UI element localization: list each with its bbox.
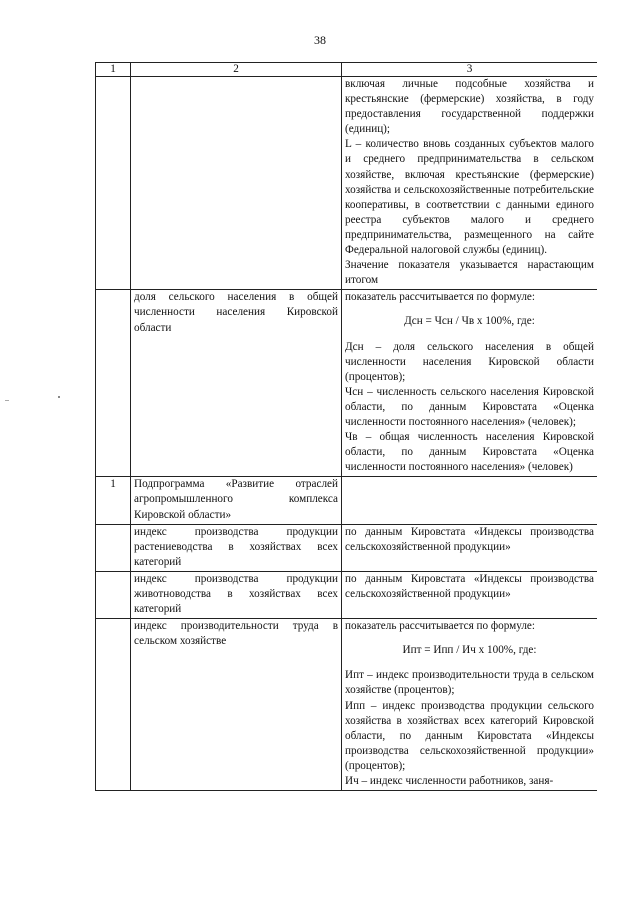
method-text: Значение показателя указывается нарастающим итогом xyxy=(345,259,594,287)
header-col-3: 3 xyxy=(342,63,598,77)
table-header-row xyxy=(96,63,598,77)
scan-mark xyxy=(5,400,9,401)
cell-indicator xyxy=(131,77,342,290)
method-text: L – количество вновь созданных субъектов малого и среднего предпринимательства в сельском хозяйстве, включая крестьянские (фермерские) хозяйства и сельскохозяйственные потребительские кооперативы, в соответствии с данными единого реестра субъектов малого и среднего предпринимательства, размещенного на сайте Федеральной налоговой службы (единиц). xyxy=(345,138,594,257)
table-row xyxy=(96,571,598,618)
header-col-1: 1 xyxy=(96,63,131,77)
method-intro: показатель рассчитывается по формуле: xyxy=(345,291,536,304)
method-intro: показатель рассчитывается по формуле: xyxy=(345,620,536,633)
cell-method xyxy=(342,477,598,524)
cell-method xyxy=(342,619,598,791)
cell-method xyxy=(342,524,598,571)
indicator-table xyxy=(95,62,597,791)
table-row xyxy=(96,524,598,571)
table-wrapper xyxy=(95,62,597,840)
cell-number xyxy=(96,571,131,618)
method-text: Чсн – численность сельского населения Кировской области, по данным Кировстата «Оценка численности постоянного населения» (человек); xyxy=(345,385,594,428)
cell-number xyxy=(96,290,131,477)
indicator-text: индекс производительности труда в сельском хозяйстве xyxy=(134,620,338,648)
method-text: Ипт – индекс производительности труда в сельском хозяйстве (процентов); xyxy=(345,669,594,697)
subprogram-title: Подпрограмма «Развитие отраслей агропромышленного комплекса Кировской области» xyxy=(134,478,338,521)
header-col-2: 2 xyxy=(131,63,342,77)
cell-number xyxy=(96,524,131,571)
formula: Дсн = Чсн / Чв x 100%, где: xyxy=(404,315,535,328)
table-row xyxy=(96,619,598,791)
indicator-text: доля сельского населения в общей численности населения Кировской области xyxy=(134,291,338,334)
cell-method xyxy=(342,290,598,477)
method-text: включая личные подсобные хозяйства и крестьянские (фермерские) хозяйства, в году предоставления государственной поддержки (единиц); xyxy=(345,78,594,136)
method-text: по данным Кировстата «Индексы производства сельскохозяйственной продукции» xyxy=(345,572,594,600)
cell-indicator xyxy=(131,477,342,524)
method-text: Ипп – индекс производства продукции сельского хозяйства в хозяйствах всех категорий Кировской области, по данным Кировстата «Индексы производства сельскохозяйственной продукции» (процентов); xyxy=(345,699,594,772)
indicator-text: индекс производства продукции животноводства в хозяйствах всех категорий xyxy=(134,572,338,616)
method-text: по данным Кировстата «Индексы производства сельскохозяйственной продукции» xyxy=(345,525,594,553)
cell-indicator xyxy=(131,524,342,571)
scan-dot xyxy=(58,396,60,398)
cell-number xyxy=(96,619,131,791)
formula: Ипт = Ипп / Ич x 100%, где: xyxy=(402,644,537,657)
cell-indicator xyxy=(131,571,342,618)
cell-number xyxy=(96,77,131,290)
method-text: Ич – индекс численности работников, заня- xyxy=(345,775,554,788)
cell-method xyxy=(342,77,598,290)
table-row xyxy=(96,477,598,524)
cell-method xyxy=(342,571,598,618)
page-number: 38 xyxy=(314,33,326,47)
method-text: Чв – общая численность населения Кировской области, по данным Кировстата «Оценка численности постоянного населения» (человек) xyxy=(345,431,594,474)
method-text: Дсн – доля сельского населения в общей численности населения Кировской области (процентов); xyxy=(345,340,594,383)
cell-indicator xyxy=(131,619,342,791)
cell-indicator xyxy=(131,290,342,477)
table-row xyxy=(96,77,598,290)
indicator-text: индекс производства продукции растениеводства в хозяйствах всех категорий xyxy=(134,525,338,568)
cell-number: 1 xyxy=(96,477,131,524)
table-row xyxy=(96,290,598,477)
